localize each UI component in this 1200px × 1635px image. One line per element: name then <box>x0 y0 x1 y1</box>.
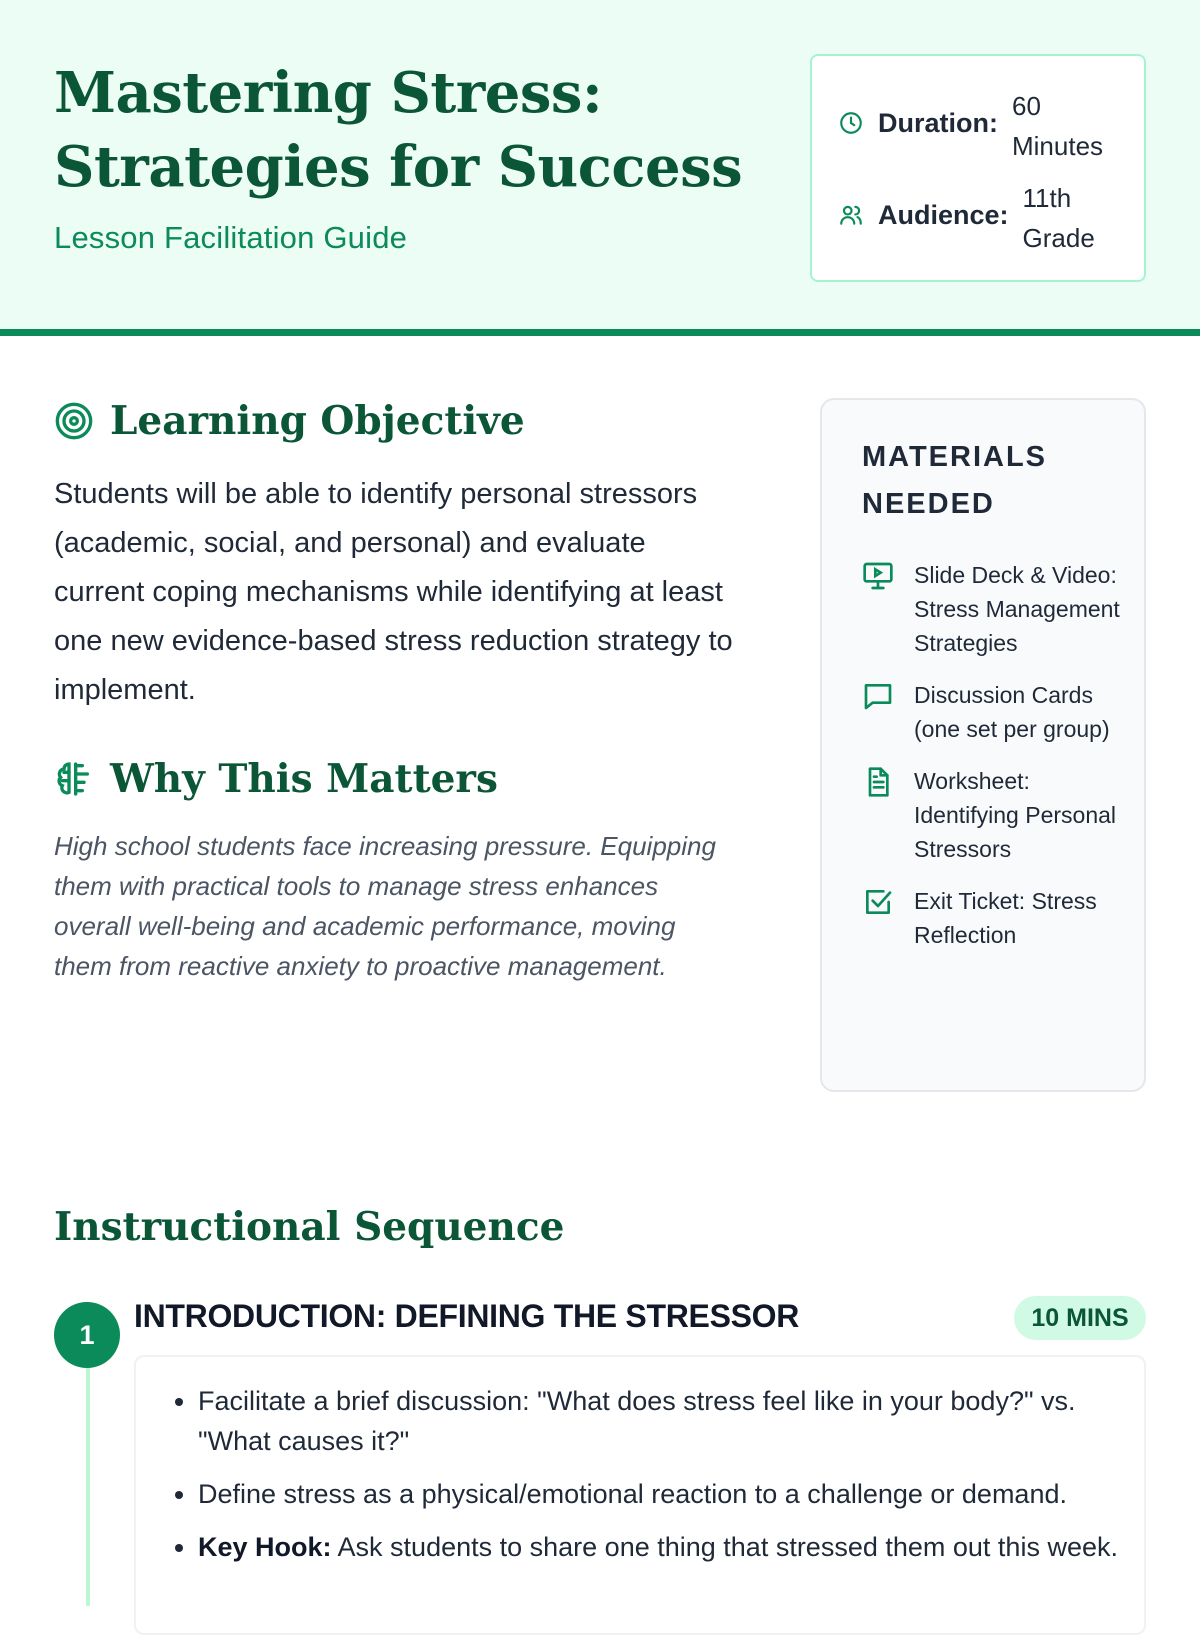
step-bullet <box>198 1381 1138 1461</box>
duration-label: Duration: <box>878 108 998 138</box>
step-bullet-bold: Key Hook: <box>198 1532 332 1562</box>
document-icon <box>862 766 894 798</box>
materials-list <box>862 558 1132 970</box>
material-item <box>862 884 1132 952</box>
material-item <box>862 678 1132 746</box>
material-label: Worksheet: Identifying Personal Stressors <box>914 768 1117 862</box>
materials-title: MATERIALS NEEDED <box>862 441 1048 520</box>
step-bullet-text: Facilitate a brief discussion: "What does stress feel like in your body?" vs. "What causes it?" <box>198 1386 1076 1456</box>
page-title: Mastering Stress: Strategies for Success <box>54 60 743 200</box>
step-bullet <box>198 1527 1138 1567</box>
why-heading <box>54 756 498 802</box>
step-card <box>134 1355 1146 1635</box>
material-item <box>862 764 1132 866</box>
checkbox-icon <box>862 886 894 918</box>
audience-row <box>838 178 1133 258</box>
step-title: INTRODUCTION: DEFINING THE STRESSOR <box>134 1298 800 1334</box>
sequence-heading: Instructional Sequence <box>54 1204 565 1250</box>
material-label: Slide Deck & Video: Stress Management Strategies <box>914 562 1120 656</box>
material-label: Exit Ticket: Stress Reflection <box>914 888 1097 948</box>
message-icon <box>862 680 894 712</box>
target-icon <box>54 401 94 441</box>
timeline-line <box>86 1366 90 1606</box>
lesson-meta-card <box>810 54 1146 282</box>
materials-panel <box>820 398 1146 1092</box>
step-duration-badge: 10 MINS <box>1014 1296 1146 1340</box>
page-subtitle: Lesson Facilitation Guide <box>54 220 408 255</box>
step-bullet <box>198 1474 1138 1514</box>
presentation-icon <box>862 560 894 592</box>
step-bullet-list <box>136 1381 1138 1580</box>
brain-icon <box>54 759 94 799</box>
audience-value: 11th Grade <box>1022 183 1095 253</box>
why-heading-text: Why This Matters <box>110 756 498 802</box>
why-text: High school students face increasing pressure. Equipping them with practical tools to manage stress enhances overall well-being and academic performance, moving them from reactive anxiety to proactive management. <box>54 831 716 981</box>
audience-label: Audience: <box>878 200 1009 230</box>
material-item <box>862 558 1132 660</box>
objective-text: Students will be able to identify personal stressors (academic, social, and personal) and evaluate current coping mechanisms while identifying at least one new evidence-based stress reduction strategy to implement. <box>54 478 733 706</box>
material-label: Discussion Cards (one set per group) <box>914 682 1110 742</box>
step-number: 1 <box>54 1302 120 1368</box>
lesson-header <box>0 0 1200 336</box>
step-bullet-text: Ask students to share one thing that stressed them out this week. <box>331 1532 1118 1562</box>
users-icon <box>838 202 864 228</box>
step-bullet-text: Define stress as a physical/emotional reaction to a challenge or demand. <box>198 1479 1067 1509</box>
objective-heading <box>54 398 525 444</box>
objective-heading-text: Learning Objective <box>110 398 525 444</box>
duration-value: 60 Minutes <box>1011 91 1104 161</box>
clock-icon <box>838 110 864 136</box>
duration-row <box>838 86 1122 166</box>
